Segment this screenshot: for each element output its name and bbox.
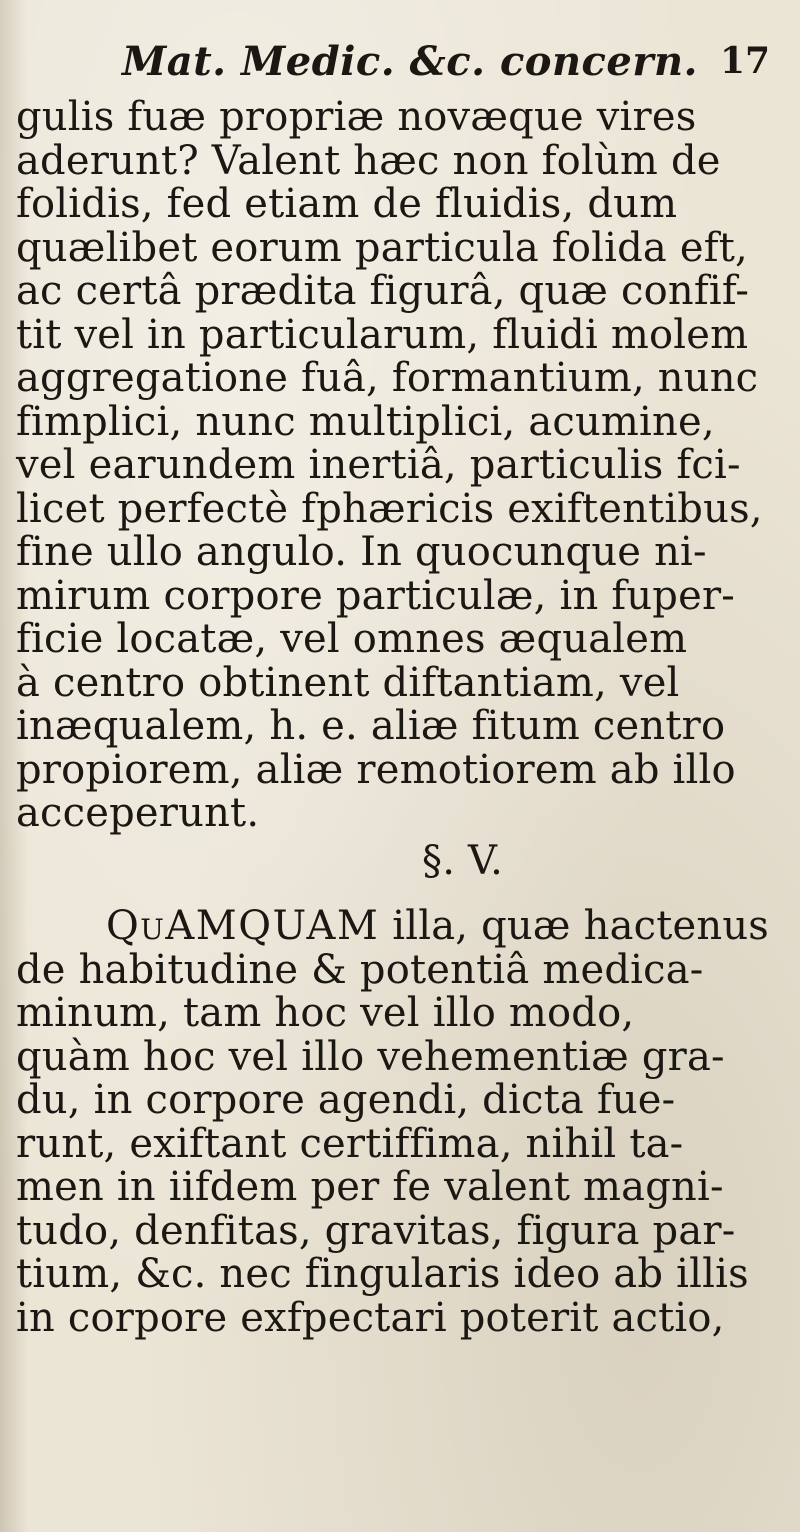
text-line: vel earundem inertiâ, particulis fci- <box>16 442 741 488</box>
text-line: aggregatione fuâ, formantium, nunc <box>16 355 759 401</box>
text-line: du, in corpore agendi, dicta fue- <box>16 1077 676 1123</box>
text-line-first <box>16 905 796 949</box>
first-line-rest: illa, quæ hactenus <box>379 903 770 949</box>
text-line: acceperunt. <box>16 790 260 836</box>
text-line: in corpore exfpectari poterit actio, <box>16 1294 725 1341</box>
text-line: runt, exiftant certiffima, nihil ta- <box>16 1120 684 1167</box>
text-line: tudo, denfitas, gravitas, figura par- <box>16 1207 736 1254</box>
text-line: propiorem, aliæ remotiorem ab illo <box>16 746 736 793</box>
paragraph-1 <box>16 96 796 836</box>
page-header <box>0 38 800 98</box>
text-line: men in iifdem per fe valent magni- <box>16 1164 724 1210</box>
text-line: ac certâ prædita figurâ, quæ confif- <box>16 268 750 314</box>
text-line: tium, &c. nec fingularis ideo ab illis <box>16 1251 749 1297</box>
text-line: fine ullo angulo. In quocunque ni- <box>16 529 707 575</box>
text-line: folidis, fed etiam de fluidis, dum <box>16 181 678 227</box>
page-number: 17 <box>720 40 771 82</box>
text-line: ficie locatæ, vel omnes æqualem <box>16 616 688 662</box>
running-head: Mat. Medic. &c. concern. <box>122 38 698 85</box>
text-line: gulis fuæ propriæ novæque vires <box>16 94 697 140</box>
body-text <box>16 96 796 1340</box>
section-heading: §. V. <box>422 837 504 884</box>
initial-word: QuAMQUAM <box>106 903 380 949</box>
text-line: fimplici, nunc multiplici, acumine, <box>16 398 715 445</box>
text-line: de habitudine & potentiâ medica- <box>16 946 704 993</box>
paragraph-2 <box>16 905 796 1340</box>
text-line: tit vel in particularum, fluidi molem <box>16 311 749 358</box>
text-line: licet perfectè fphæricis exiftentibus, <box>16 485 763 532</box>
text-line: mirum corpore particulæ, in fuper- <box>16 572 736 619</box>
text-line: aderunt? Valent hæc non folùm de <box>16 137 721 184</box>
text-line: minum, tam hoc vel illo modo, <box>16 990 635 1036</box>
text-line: à centro obtinent diftantiam, vel <box>16 659 680 706</box>
text-line: quælibet eorum particula folida eft, <box>16 224 748 271</box>
text-line: quàm hoc vel illo vehementiæ gra- <box>16 1033 725 1080</box>
text-line: inæqualem, h. e. aliæ fitum centro <box>16 703 726 749</box>
